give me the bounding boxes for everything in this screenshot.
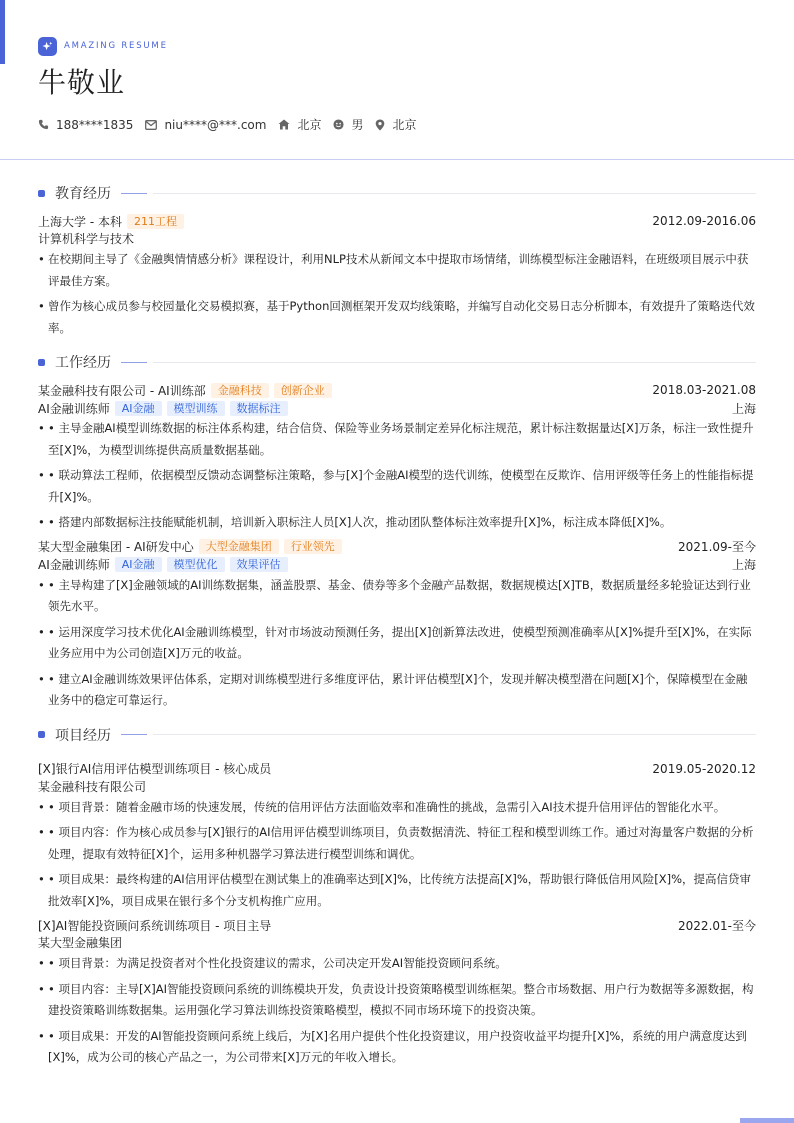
education-entry <box>38 212 756 339</box>
brand-text: AMAZING RESUME <box>64 41 168 51</box>
school-tag: 211工程 <box>127 214 184 229</box>
location-icon <box>375 119 385 131</box>
contact-location <box>375 116 416 133</box>
project-org: 某大型金融集团 <box>38 936 123 950</box>
company-tag: 行业领先 <box>284 539 342 554</box>
role-title: AI金融训练师 <box>38 401 110 416</box>
section-header <box>38 345 756 379</box>
role-row <box>38 556 756 574</box>
section-header <box>38 176 756 210</box>
entry-header-row <box>38 760 756 778</box>
list-item: • • 项目内容：主导[X]AI智能投资顾问系统的训练模块开发，负责设计投资策略模型训练框架。整合市场数据、用户行为数据等多源数据，构建投资策略训练数据集。运用强化学习算法训练投资策略模型，模拟不同市场环境下的投资决策。 <box>38 979 756 1022</box>
contact-phone <box>38 118 133 132</box>
skill-tag: 效果评估 <box>230 557 288 572</box>
mail-icon <box>145 120 157 130</box>
candidate-name: 牛敬业 <box>38 66 126 99</box>
list-item: • • 运用深度学习技术优化AI金融训练模型，针对市场波动预测任务，提出[X]创新算法改进，使模型预测准确率从[X]%提升至[X]%，在实际业务应用中为公司创造[X]万元的收益。 <box>38 622 756 665</box>
projects-section <box>38 718 756 1069</box>
resume-header <box>38 36 756 133</box>
list-item: • • 项目背景：为满足投资者对个性化投资建议的需求，公司决定开发AI智能投资顾问系统。 <box>38 953 756 975</box>
list-item: • • 主导金融AI模型训练数据的标注体系构建，结合信贷、保险等业务场景制定差异化标注规范，累计标注数据量达[X]万条，标注一致性提升至[X]%，为模型训练提供高质量数据基础。 <box>38 418 756 461</box>
entry-header-row <box>38 916 756 934</box>
section-title: 教育经历 <box>55 186 111 202</box>
bullet-list <box>38 797 756 913</box>
company-name: 某金融科技有限公司 - AI训练部 <box>38 383 206 398</box>
entry-city: 上海 <box>731 558 756 572</box>
section-accent-line <box>121 193 147 194</box>
section-marker <box>38 731 45 738</box>
list-item: • 在校期间主导了《金融舆情情感分析》课程设计，利用NLP技术从新闻文本中提取市场情绪，训练模型标注金融语料，在班级项目展示中获评最佳方案。 <box>38 249 756 292</box>
list-item: • • 项目内容：作为核心成员参与[X]银行的AI信用评估模型训练项目，负责数据清洗、特征工程和模型训练工作。通过对海量客户数据的分析处理，提取有效特征[X]个，运用多种机器学习算法进行模型训练和调优。 <box>38 822 756 865</box>
section-marker <box>38 359 45 366</box>
list-item: • • 项目背景：随着金融市场的快速发展，传统的信用评估方法面临效率和准确性的挑战，急需引入AI技术提升信用评估的智能化水平。 <box>38 797 756 819</box>
section-accent-line <box>121 362 147 363</box>
role-title: AI金融训练师 <box>38 558 110 572</box>
company-tag: 创新企业 <box>274 383 332 398</box>
left-accent-bar <box>0 0 5 64</box>
contact-home <box>278 116 321 133</box>
section-divider <box>153 362 756 363</box>
skill-tag: 数据标注 <box>230 401 288 416</box>
section-marker <box>38 190 45 197</box>
major: 计算机科学与技术 <box>38 232 135 246</box>
home-icon <box>278 119 290 130</box>
section-title: 项目经历 <box>55 727 111 744</box>
section-title: 工作经历 <box>55 355 111 371</box>
entry-date: 2018.03-2021.08 <box>652 383 756 397</box>
list-item: • • 主导构建了[X]金融领域的AI训练数据集，涵盖股票、基金、债券等多个金融产品数据，数据规模达[X]TB，数据质量经多轮验证达到行业领先水平。 <box>38 575 756 618</box>
project-entry <box>38 760 756 913</box>
resume-body <box>38 176 756 1073</box>
entry-date: 2012.09-2016.06 <box>652 214 756 228</box>
entry-date: 2019.05-2020.12 <box>652 761 756 776</box>
skill-tag: 模型训练 <box>167 401 225 416</box>
email-value: niu****@***.com <box>164 117 267 132</box>
list-item: • • 搭建内部数据标注技能赋能机制，培训新入职标注人员[X]人次，推动团队整体标注效率提升[X]%，标注成本降低[X]%。 <box>38 512 756 534</box>
entry-date: 2022.01-至今 <box>678 918 756 933</box>
skill-tag: 模型优化 <box>167 557 225 572</box>
project-name: [X]银行AI信用评估模型训练项目 - 核心成员 <box>38 762 272 776</box>
list-item: • • 项目成果：开发的AI智能投资顾问系统上线后，为[X]名用户提供个性化投资建议，用户投资收益平均提升[X]%，系统的用户满意度达到[X]%，成为公司的核心产品之一，为公司带来[X]万元的年收入增长。 <box>38 1026 756 1069</box>
bullet-list <box>38 418 756 534</box>
bullet-list <box>38 575 756 712</box>
work-section <box>38 345 756 712</box>
bullet-list <box>38 953 756 1069</box>
education-section <box>38 176 756 339</box>
project-org: 某金融科技有限公司 <box>38 779 147 794</box>
phone-icon <box>38 119 49 130</box>
project-name: [X]AI智能投资顾问系统训练项目 - 项目主导 <box>38 918 272 933</box>
entry-header-row <box>38 538 756 556</box>
brand <box>38 36 756 56</box>
company-tag: 金融科技 <box>211 383 269 398</box>
list-item: • • 建立AI金融训练效果评估体系，定期对训练模型进行多维度评估，累计评估模型[X]个，发现并解决模型潜在问题[X]个，保障模型在金融业务中的稳定可靠运行。 <box>38 669 756 712</box>
section-divider <box>153 193 756 194</box>
home-value: 北京 <box>297 118 322 132</box>
entry-header-row <box>38 212 756 230</box>
sparkle-icon <box>38 37 57 56</box>
work-entry <box>38 381 756 534</box>
school-name: 上海大学 - 本科 <box>38 214 122 229</box>
list-item: • 曾作为核心成员参与校园量化交易模拟赛，基于Python回测框架开发双均线策略，并编写自动化交易日志分析脚本，有效提升了策略迭代效率。 <box>38 296 756 339</box>
section-divider <box>153 734 756 735</box>
gender-value: 男 <box>351 118 364 132</box>
phone-value: 188****1835 <box>56 117 134 132</box>
company-tag: 大型金融集团 <box>199 539 279 554</box>
bottom-accent-bar <box>740 1118 794 1123</box>
contact-gender <box>333 116 363 133</box>
contact-list <box>38 116 756 133</box>
entry-city: 上海 <box>731 401 756 416</box>
company-name: 某大型金融集团 - AI研发中心 <box>38 540 194 554</box>
skill-tag: AI金融 <box>115 557 162 572</box>
role-row <box>38 399 756 417</box>
bullet-list <box>38 249 756 339</box>
section-header <box>38 718 756 752</box>
work-entry <box>38 538 756 712</box>
header-divider <box>0 159 794 160</box>
entry-date: 2021.09-至今 <box>678 540 756 554</box>
entry-header-row <box>38 381 756 399</box>
skill-tag: AI金融 <box>115 401 162 416</box>
location-value: 北京 <box>392 118 417 132</box>
project-entry <box>38 916 756 1069</box>
contact-email <box>145 118 266 132</box>
section-accent-line <box>121 734 147 735</box>
gender-icon <box>333 119 344 130</box>
list-item: • • 项目成果：最终构建的AI信用评估模型在测试集上的准确率达到[X]%，比传统方法提高[X]%，帮助银行降低信用风险[X]%，提高信贷审批效率[X]%，项目成果在银行多个分支机构推广应用。 <box>38 869 756 912</box>
list-item: • • 联动算法工程师，依据模型反馈动态调整标注策略，参与[X]个金融AI模型的迭代训练，使模型在反欺诈、信用评级等任务上的性能指标提升[X]%。 <box>38 465 756 508</box>
